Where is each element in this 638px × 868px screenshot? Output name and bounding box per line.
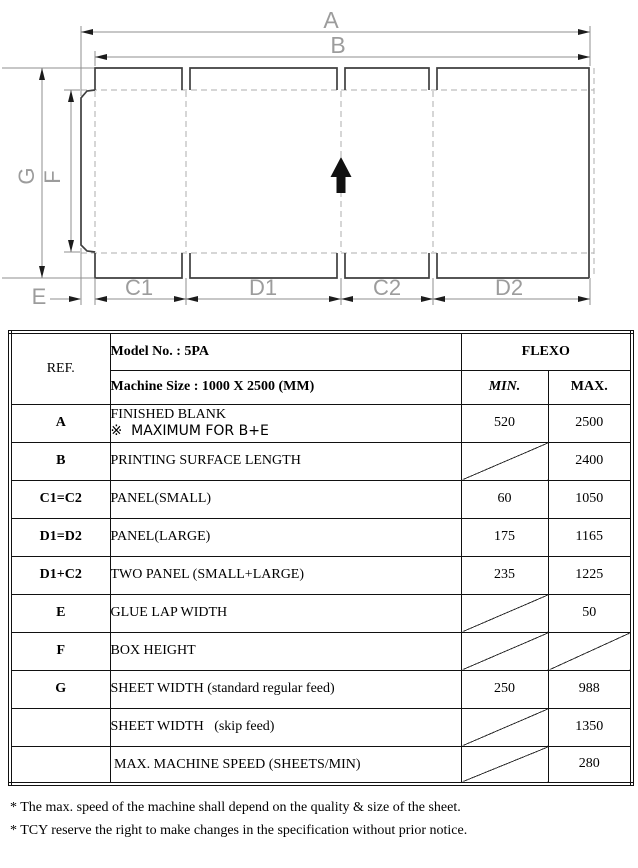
min-cell: 250 xyxy=(461,670,548,708)
min-cell-diagonal-slash xyxy=(461,746,548,784)
dim-label-e: E xyxy=(31,284,47,309)
table-row-e xyxy=(10,594,632,632)
footnotes xyxy=(10,800,638,839)
max-cell: 50 xyxy=(548,594,632,632)
feed-direction-arrow-icon xyxy=(331,157,352,193)
machine-size: Machine Size : 1000 X 2500 (MM) xyxy=(110,370,461,404)
min-cell-diagonal-slash xyxy=(461,594,548,632)
max-cell: 280 xyxy=(548,746,632,784)
max-cell: 2400 xyxy=(548,442,632,480)
desc-cell: PRINTING SURFACE LENGTH xyxy=(110,442,461,480)
min-cell-diagonal-slash xyxy=(461,632,548,670)
min-cell: 60 xyxy=(461,480,548,518)
desc-cell: TWO PANEL (SMALL+LARGE) xyxy=(110,556,461,594)
table-row-d1d2 xyxy=(10,518,632,556)
flexo-header: FLEXO xyxy=(461,332,632,370)
ref-header: REF. xyxy=(10,332,110,404)
ref-cell: E xyxy=(10,594,110,632)
dim-label-c2: C2 xyxy=(372,275,402,300)
table-row-f xyxy=(10,632,632,670)
footnote-tcy: * TCY reserve the right to make changes in the specification without prior notice. xyxy=(10,823,468,838)
desc-cell: PANEL(LARGE) xyxy=(110,518,461,556)
dim-label-d1: D1 xyxy=(248,275,278,300)
desc-line-2: ※ MAXIMUM FOR B+E xyxy=(110,423,269,439)
min-cell-diagonal-slash xyxy=(461,442,548,480)
ref-cell: F xyxy=(10,632,110,670)
max-cell: 1350 xyxy=(548,708,632,746)
desc-cell: PANEL(SMALL) xyxy=(110,480,461,518)
min-cell: 235 xyxy=(461,556,548,594)
max-cell: 1165 xyxy=(548,518,632,556)
ref-cell: G xyxy=(10,670,110,708)
ref-cell xyxy=(10,746,110,784)
table-row-c1c2 xyxy=(10,480,632,518)
ref-cell: D1+C2 xyxy=(10,556,110,594)
header-row-1 xyxy=(10,332,632,370)
table-row-g xyxy=(10,670,632,708)
desc-cell: GLUE LAP WIDTH xyxy=(110,594,461,632)
ref-cell: B xyxy=(10,442,110,480)
table-row-b xyxy=(10,442,632,480)
glue-lap xyxy=(81,90,95,252)
table-row-a xyxy=(10,404,632,442)
footnote-speed: * The max. speed of the machine shall depend on the quality & size of the sheet. xyxy=(10,800,461,815)
desc-cell xyxy=(110,404,461,442)
dim-label-b: B xyxy=(330,32,346,58)
dimension-arrowheads xyxy=(39,29,590,302)
desc-line-1: FINISHED BLANK xyxy=(110,406,226,422)
max-cell: 988 xyxy=(548,670,632,708)
max-cell: 2500 xyxy=(548,404,632,442)
desc-cell: SHEET WIDTH (skip feed) xyxy=(110,708,461,746)
spec-table xyxy=(8,330,634,786)
desc-cell: BOX HEIGHT xyxy=(110,632,461,670)
desc-cell: MAX. MACHINE SPEED (SHEETS/MIN) xyxy=(110,746,461,784)
dim-label-c1: C1 xyxy=(124,275,154,300)
min-cell: 520 xyxy=(461,404,548,442)
table-row-skip-feed xyxy=(10,708,632,746)
desc-cell: SHEET WIDTH (standard regular feed) xyxy=(110,670,461,708)
model-no: Model No. : 5PA xyxy=(110,332,461,370)
ref-cell: A xyxy=(10,404,110,442)
table-row-machine-speed xyxy=(10,746,632,784)
ref-cell: C1=C2 xyxy=(10,480,110,518)
dim-label-d2: D2 xyxy=(494,275,524,300)
box-blank-diagram xyxy=(0,0,638,322)
ref-cell xyxy=(10,708,110,746)
max-header: MAX. xyxy=(548,370,632,404)
max-cell: 1050 xyxy=(548,480,632,518)
dim-label-g: G xyxy=(14,167,39,185)
dim-label-a: A xyxy=(323,7,339,33)
max-cell: 1225 xyxy=(548,556,632,594)
min-header: MIN. xyxy=(461,370,548,404)
ref-cell: D1=D2 xyxy=(10,518,110,556)
min-cell: 175 xyxy=(461,518,548,556)
max-cell-diagonal-slash xyxy=(548,632,632,670)
dim-label-f: F xyxy=(40,170,65,184)
box-blank-svg xyxy=(0,0,638,322)
min-cell-diagonal-slash xyxy=(461,708,548,746)
table-row-d1c2 xyxy=(10,556,632,594)
